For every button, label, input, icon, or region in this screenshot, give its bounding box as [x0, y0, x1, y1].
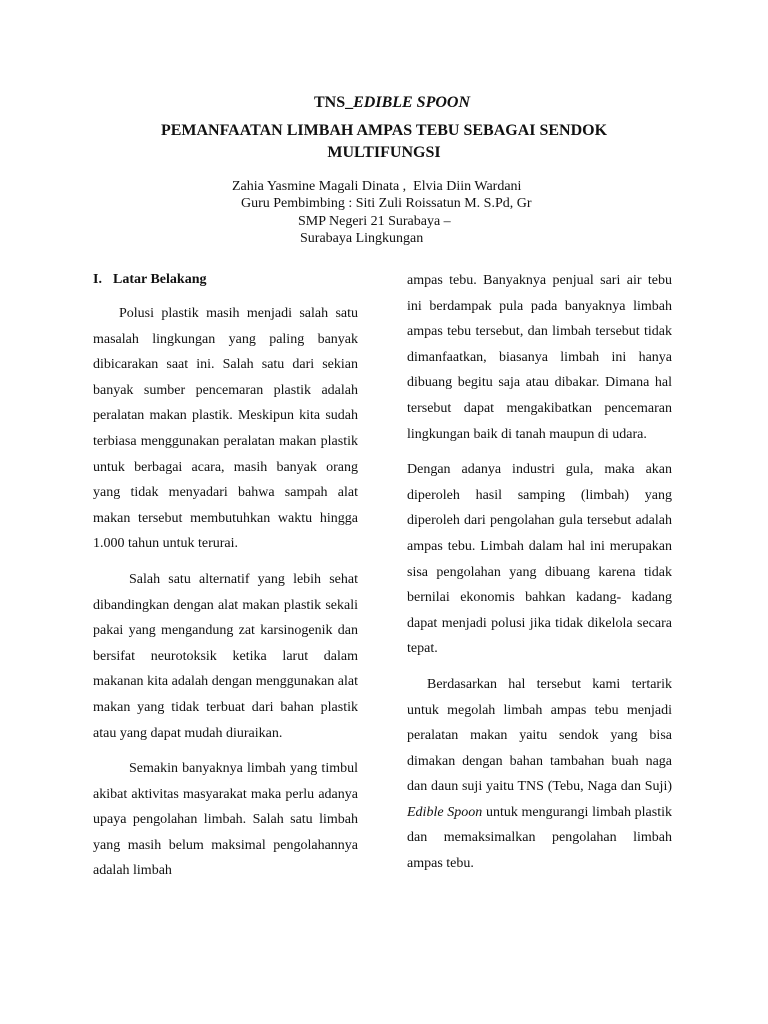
section-heading [93, 268, 358, 292]
paper-title-line-1: PEMANFAATAN LIMBAH AMPAS TEBU SEBAGAI SENDOK [160, 122, 608, 139]
section-title: Latar Belakang [113, 272, 207, 287]
advisor-line: Guru Pembimbing : Siti Zuli Roissatun M. S.Pd, Gr [241, 196, 532, 211]
project-code [16, 92, 768, 114]
paragraph-right-3-text-a: Berdasarkan hal tersebut kami tertarik untuk megolah limbah ampas tebu menjadi peralatan makan yaitu sendok yang bisa dimakan dengan bahan tambahan buah naga dan daun suji yaitu TNS (Tebu, Naga dan Suji) [407, 676, 672, 795]
left-column [93, 268, 358, 884]
location-line: Surabaya Lingkungan [300, 231, 424, 246]
paper-title-line-2: MULTIFUNGSI [327, 144, 441, 161]
paragraph-right-3-text-b: untuk mengurangi limbah plastik dan memaksimalkan pengolahan limbah ampas tebu. [407, 804, 672, 872]
right-column [407, 268, 672, 877]
paragraph-right-2: Dengan adanya industri gula, maka akan diperoleh hasil samping (limbah) yang diperoleh dari pengolahan gula tersebut adalah ampas tebu. Limbah dalam hal ini merupakan sisa pengolahan yang dibuang karena tidak bernilai ekonomis bahkan kadang- kadang dapat menjadi polusi jika tidak dikelola secara tepat. [407, 462, 672, 657]
school-line: SMP Negeri 21 Surabaya – [298, 214, 451, 229]
paragraph-left-2: Salah satu alternatif yang lebih sehat dibandingkan dengan alat makan plastik sekali pakai yang mengandung zat karsinogenik dan bersifat neurotoksik ketika larut dalam makanan kita adalah dengan menggunakan alat makan yang tidak terbuat dari bahan plastik atau yang dapat mudah diuraikan. [93, 571, 358, 741]
paragraph-left-1: Polusi plastik masih menjadi salah satu masalah lingkungan yang paling banyak dibicarakan saat ini. Salah satu dari sekian banyak sumber pencemaran plastik adalah peralatan makan plastik. Meskipun kita sudah terbiasa menggunakan peralatan makan plastik untuk berbagai acara, masih banyak orang yang tidak menyadari bahwa sampah alat makan tersebut membutuhkan waktu hingga 1.000 tahun untuk terurai. [93, 306, 358, 552]
paper-title [0, 120, 768, 164]
paragraph-right-1: ampas tebu. Banyaknya penjual sari air tebu ini berdampak pula pada banyaknya limbah ampas tebu tersebut, dan limbah tersebut tidak dimanfaatkan, biasanya limbah ini hanya dibuang begitu saja atau dibakar. Dimana hal tersebut dapat mengakibatkan pencemaran lingkungan baik di tanah maupun di udara. [407, 273, 672, 442]
title-block [0, 92, 768, 164]
section-number: I. [93, 272, 102, 287]
author-names: Zahia Yasmine Magali Dinata , Elvia Diin Wardani [232, 179, 522, 194]
project-code-italic: EDIBLE SPOON [353, 94, 471, 111]
paragraph-left-3: Semakin banyaknya limbah yang timbul akibat aktivitas masyarakat maka perlu adanya upaya pengolahan limbah. Salah satu limbah yang masih belum maksimal pengolahannya adalah limbah [93, 761, 358, 879]
project-code-prefix: TNS_ [313, 94, 354, 111]
paragraph-right-3-italic: Edible Spoon [407, 804, 483, 820]
paragraph-right-3 [407, 672, 672, 877]
